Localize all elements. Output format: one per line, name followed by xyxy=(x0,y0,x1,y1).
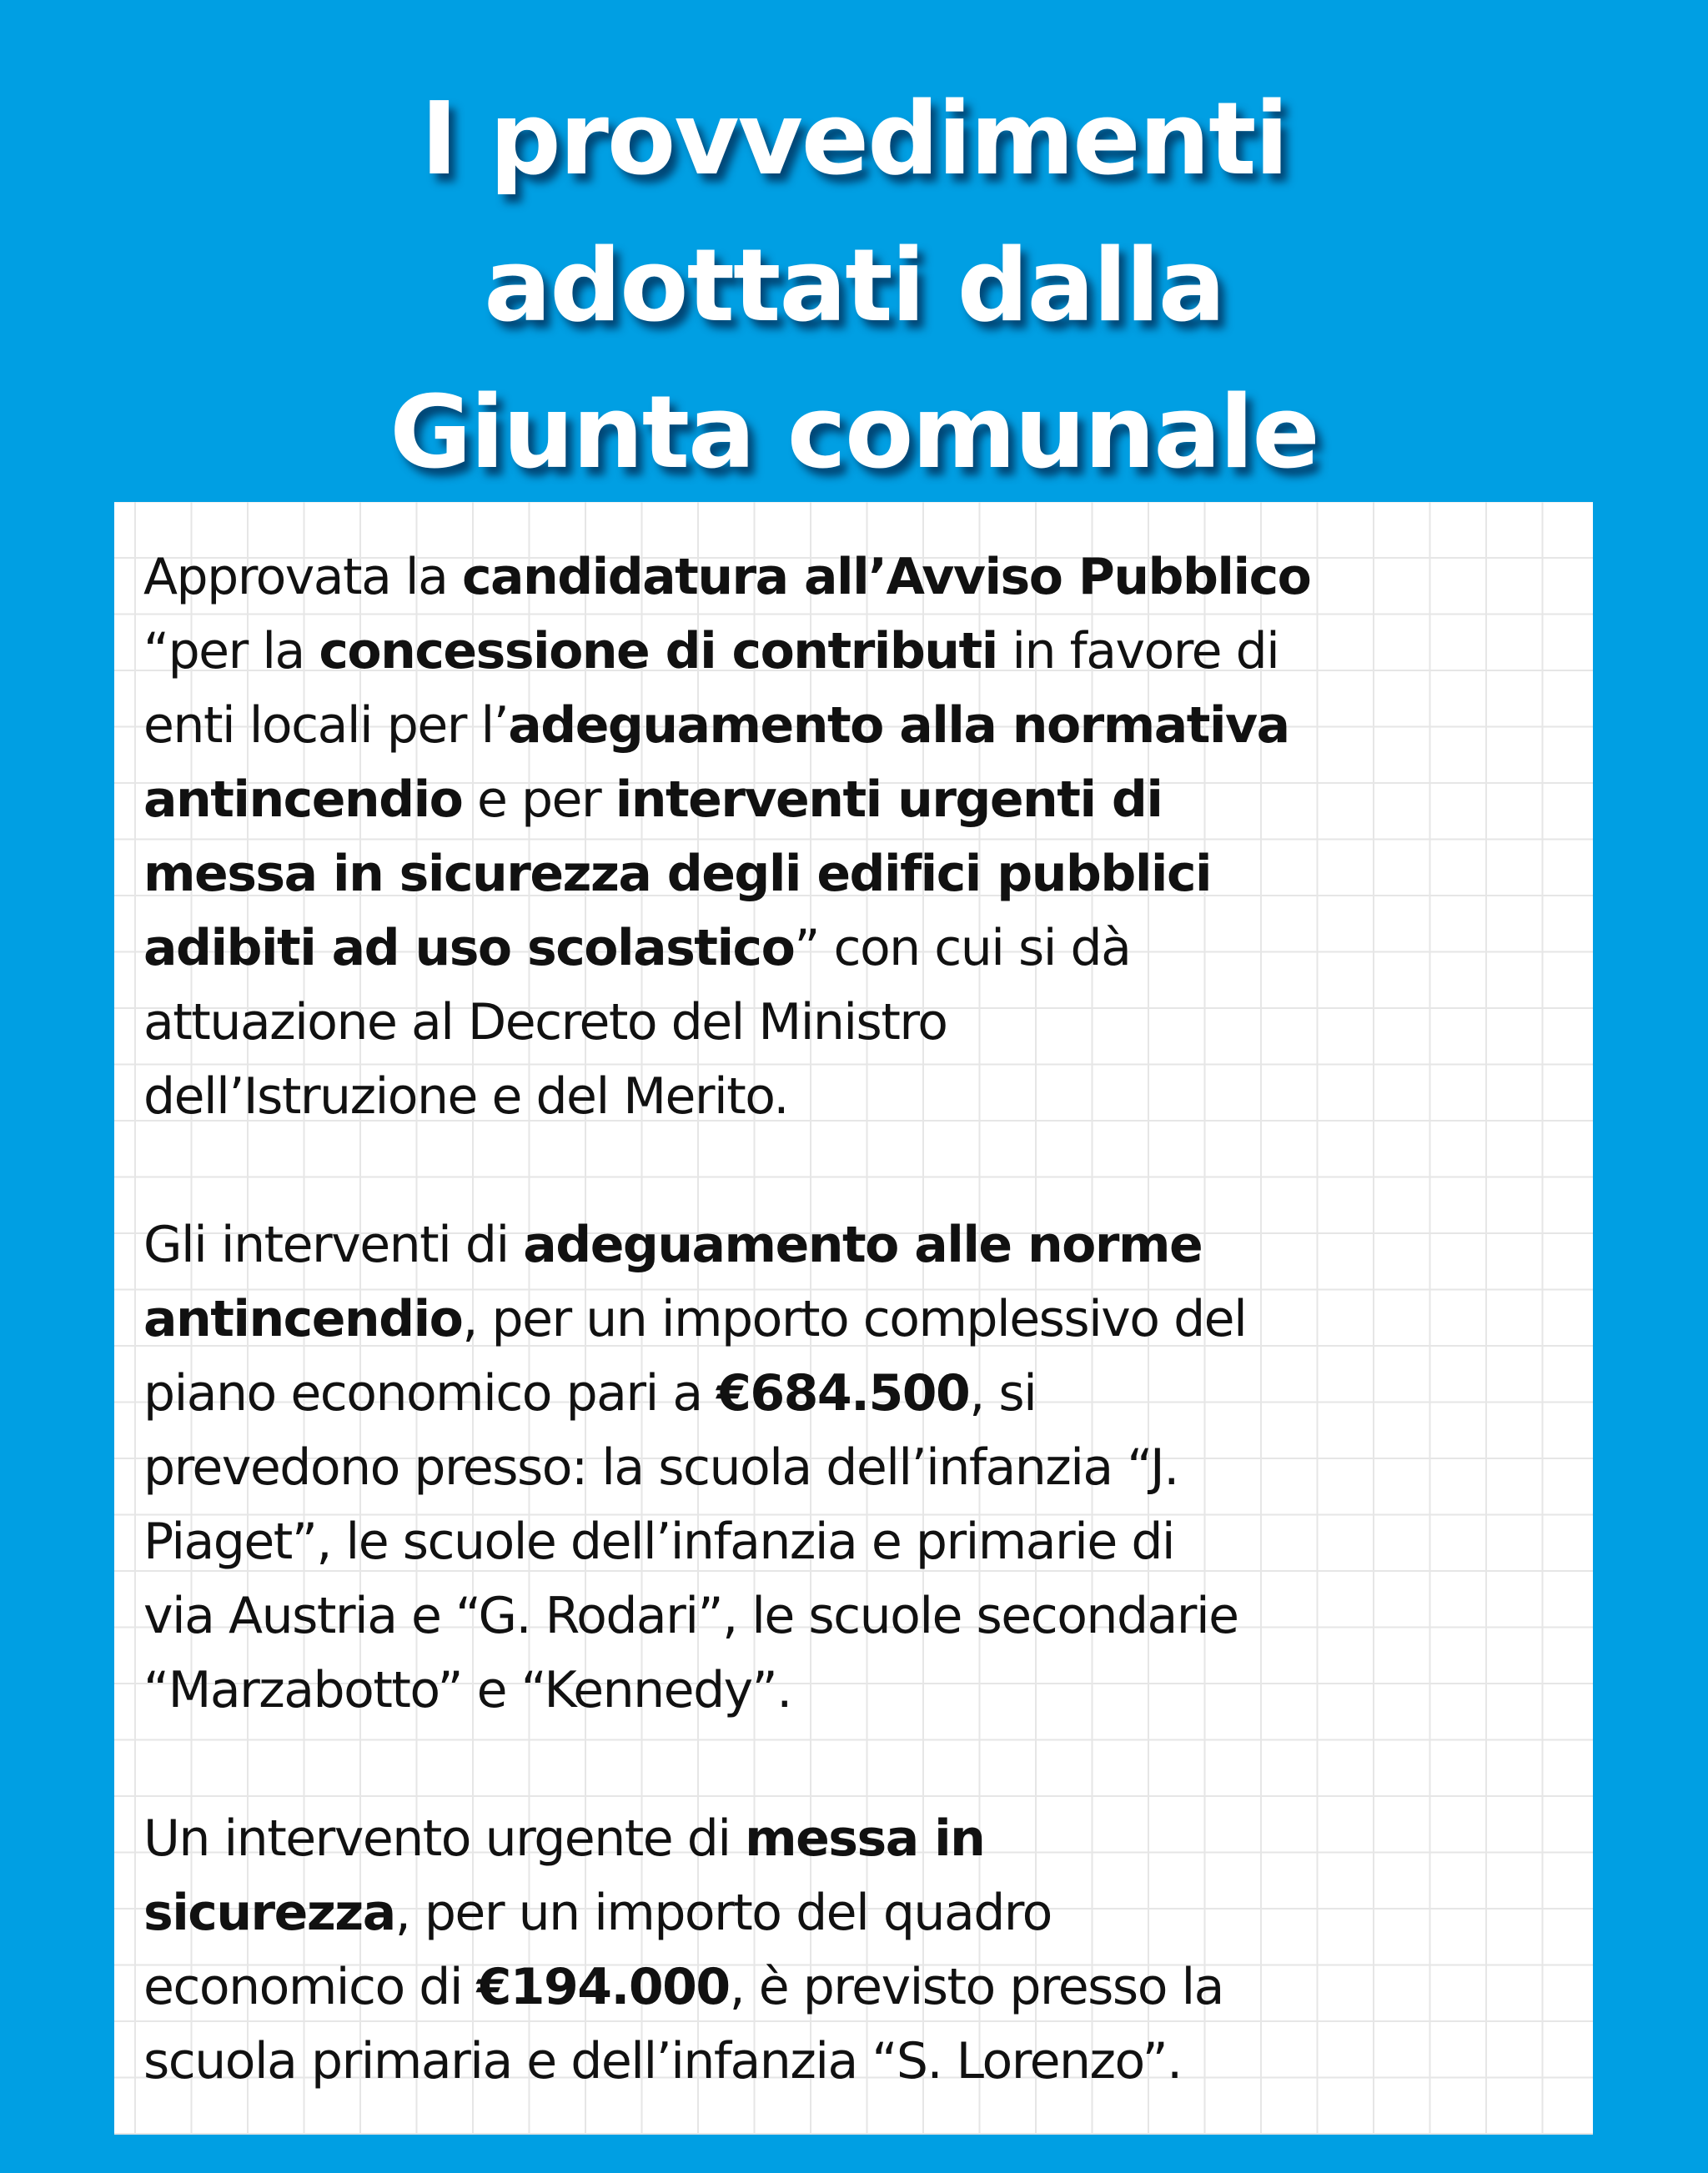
bold-run: candidatura all’Avviso Pubblico xyxy=(461,548,1311,606)
text-run: e per xyxy=(462,770,615,829)
text-run: in favore di xyxy=(997,622,1279,680)
bold-run: concessione di contributi xyxy=(319,622,997,680)
text-run: , è previsto presso la xyxy=(729,1958,1223,2016)
paragraph-messa-in-sicurezza xyxy=(143,1802,1595,2099)
bold-run: messa in xyxy=(745,1809,985,1868)
paragraph-candidatura xyxy=(143,540,1595,1134)
text-run: dell’Istruzione e del Merito. xyxy=(143,1067,788,1126)
text-run: Gli interventi di xyxy=(143,1216,524,1274)
text-line xyxy=(143,763,1595,837)
bold-run: adibiti ad uso scolastico xyxy=(143,919,795,977)
text-run: piano economico pari a xyxy=(143,1364,717,1423)
text-line xyxy=(143,1950,1595,2025)
text-run: ” con cui si dà xyxy=(794,919,1131,977)
text-line xyxy=(143,1208,1595,1282)
text-run: Un intervento urgente di xyxy=(143,1809,746,1868)
text-line xyxy=(143,986,1595,1060)
bold-run: messa in sicurezza degli edifici pubblici xyxy=(143,845,1212,903)
text-line xyxy=(143,1431,1595,1505)
text-run: “Marzabotto” e “Kennedy”. xyxy=(143,1661,791,1719)
text-line xyxy=(143,540,1595,615)
text-line xyxy=(143,615,1595,689)
page-title xyxy=(0,67,1708,507)
text-run: prevedono presso: la scuola dell’infanzia “J. xyxy=(143,1438,1178,1497)
bold-run: antincendio xyxy=(143,770,463,829)
bold-run: adeguamento alla normativa xyxy=(508,696,1289,755)
text-line xyxy=(143,1060,1595,1134)
text-line xyxy=(143,837,1595,911)
text-line xyxy=(143,1579,1595,1654)
text-run: scuola primaria e dell’infanzia “S. Lorenzo”. xyxy=(143,2032,1182,2090)
text-line xyxy=(143,689,1595,763)
bold-run: adeguamento alle norme xyxy=(523,1216,1203,1274)
text-line xyxy=(143,2025,1595,2099)
text-run: Approvata la xyxy=(143,548,462,606)
text-run: enti locali per l’ xyxy=(143,696,509,755)
bold-run: €194.000 xyxy=(476,1958,730,2016)
text-run: via Austria e “G. Rodari”, le scuole secondarie xyxy=(143,1587,1238,1645)
text-run: Piaget”, le scuole dell’infanzia e primarie di xyxy=(143,1513,1175,1571)
text-run: economico di xyxy=(143,1958,477,2016)
bold-run: sicurezza xyxy=(143,1884,395,1942)
paragraph-antincendio xyxy=(143,1208,1595,1728)
title-line-1: I provvedimenti xyxy=(420,82,1288,198)
body-text xyxy=(143,540,1595,2173)
bold-run: €684.500 xyxy=(716,1364,970,1423)
text-run: attuazione al Decreto del Ministro xyxy=(143,993,947,1051)
text-run: “per la xyxy=(143,622,319,680)
bold-run: interventi urgenti di xyxy=(615,770,1163,829)
bold-run: antincendio xyxy=(143,1290,463,1348)
text-run: , si xyxy=(969,1364,1037,1423)
text-line xyxy=(143,1282,1595,1357)
text-line xyxy=(143,1357,1595,1431)
text-line xyxy=(143,1505,1595,1579)
title-line-3: Giunta comunale xyxy=(389,375,1319,491)
title-line-2: adottati dalla xyxy=(484,228,1224,344)
text-line xyxy=(143,911,1595,986)
text-line xyxy=(143,1654,1595,1728)
text-run: , per un importo complessivo del xyxy=(462,1290,1247,1348)
text-line xyxy=(143,1876,1595,1950)
text-line xyxy=(143,1802,1595,1876)
text-run: , per un importo del quadro xyxy=(394,1884,1052,1942)
